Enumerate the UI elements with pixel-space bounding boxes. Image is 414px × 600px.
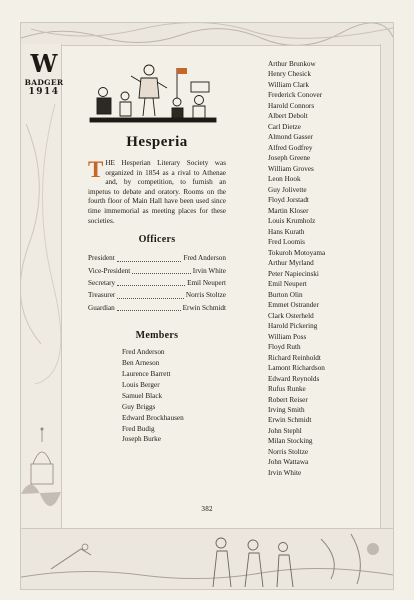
member-name: Frederick Conover (268, 91, 323, 100)
leader-dots (117, 289, 184, 298)
leader-dots (117, 277, 185, 286)
drop-cap-letter: T (88, 157, 104, 182)
officer-row (88, 265, 226, 277)
logo-w-letter: W (30, 49, 58, 78)
member-name: Arthur Brunkow (268, 60, 316, 68)
member-name: Emmet Ostrander (268, 301, 319, 310)
member-name: Martin Kloser (268, 206, 309, 215)
member-name: Samuel Black (122, 391, 163, 400)
page-number: 382 (201, 506, 213, 513)
member-name: Alfred Godfrey (268, 143, 313, 152)
member-name: Irving Smith (268, 405, 305, 414)
intro-paragraph (88, 159, 226, 226)
top-border-vines (21, 23, 393, 45)
member-name: Edward Reynolds (268, 374, 320, 383)
members-heading: Members (135, 330, 179, 342)
officer-name: Norris Stoltze (185, 291, 226, 300)
member-name: John Wattawa (268, 458, 309, 467)
member-name: Erwin Schmidt (268, 416, 312, 425)
member-name: Lamont Richardson (268, 364, 325, 373)
officer-row (88, 277, 226, 289)
page-title: Hesperia (126, 134, 188, 150)
member-name: Fred Anderson (122, 348, 165, 357)
member-name: Robert Reiser (268, 395, 308, 404)
officer-row (88, 302, 226, 314)
member-name: Burton Olin (268, 290, 303, 299)
logo-badger-label: BADGER (24, 78, 64, 87)
member-name: William Groves (268, 164, 314, 173)
badger-yearbook-logo (24, 49, 64, 97)
outdoor-scene-drawing (21, 529, 393, 589)
member-name: Leon Hook (268, 175, 301, 184)
member-name: Harold Connors (268, 101, 315, 110)
officer-name: Irvin White (192, 266, 226, 275)
member-name: Clark Osterheld (268, 311, 314, 320)
member-name: Edward Brockhausen (122, 413, 184, 422)
member-name: Floyd Jorstadt (268, 196, 309, 205)
member-name: Emil Neupert (268, 280, 307, 289)
member-name: Henry Chesick (268, 70, 311, 79)
leader-dots (117, 252, 182, 261)
member-name: William Clark (268, 80, 310, 89)
officer-name: Emil Neupert (187, 278, 226, 287)
member-name: Louis Krumholz (268, 217, 316, 226)
members-list-right (268, 59, 378, 478)
member-name: Tokuroh Motoyama (268, 248, 326, 257)
member-name: Fred Budig (122, 424, 155, 433)
member-name: Ben Arneson (122, 359, 160, 368)
officer-row (88, 252, 226, 264)
member-name: Arthur Myrland (268, 259, 314, 268)
member-name: Richard Reinholdt (268, 353, 321, 362)
officer-role: Guardian (88, 303, 115, 312)
member-name: Laurence Barrett (122, 370, 171, 378)
leader-dots (117, 302, 181, 311)
debate-illustration (87, 58, 219, 130)
member-name: Carl Dietze (268, 122, 301, 131)
member-name: Guy Briggs (122, 402, 156, 411)
logo-year-label: 1914 (28, 87, 60, 97)
member-name: Guy Jolivette (268, 185, 307, 194)
member-name: Hans Kurath (268, 227, 305, 236)
member-name: William Poss (268, 332, 307, 341)
officer-role: Vice-President (88, 266, 131, 275)
officer-name: Fred Anderson (183, 254, 226, 263)
officers-heading: Officers (138, 234, 176, 246)
left-decorative-border (20, 44, 62, 528)
officer-role: Treasurer (88, 291, 116, 300)
officer-row (88, 289, 226, 301)
member-name: Harold Pickering (268, 322, 318, 331)
member-name: John Stephl (268, 426, 302, 435)
officer-role: Secretary (88, 278, 116, 287)
member-name: Rufus Runke (268, 385, 306, 394)
member-name: Peter Napiecinski (268, 269, 319, 278)
member-name: Floyd Ruth (268, 343, 301, 352)
member-name: Norris Stoltze (268, 447, 309, 456)
member-name: Joseph Burke (122, 435, 161, 444)
member-name: Milan Stocking (268, 437, 313, 446)
bottom-illustration-border (20, 528, 394, 590)
officers-list (88, 252, 226, 314)
member-name: Albert Debolt (268, 112, 308, 121)
right-decorative-border (380, 44, 394, 528)
left-column (88, 134, 226, 445)
officer-role: President (88, 254, 115, 263)
member-name: Irvin White (268, 468, 302, 477)
member-name: Fred Loomis (268, 238, 305, 247)
members-list-left (122, 347, 226, 445)
intro-text: HE Hesperian Literary Society was organized in 1854 as a rival to Athenae and, by competition, to furnish an impetus to debate and oratory. Rooms on the fourth floor of Main Hall have been used since time immemorial as meeting places for these societies. (88, 159, 226, 225)
member-name: Almond Gasser (268, 133, 313, 142)
top-decorative-border (20, 22, 394, 46)
member-name: Joseph Greene (268, 154, 311, 163)
member-name: Louis Berger (122, 380, 160, 389)
leader-dots (132, 265, 191, 274)
capitol-dome-drawing (21, 44, 61, 528)
officer-name: Erwin Schmidt (182, 303, 226, 312)
